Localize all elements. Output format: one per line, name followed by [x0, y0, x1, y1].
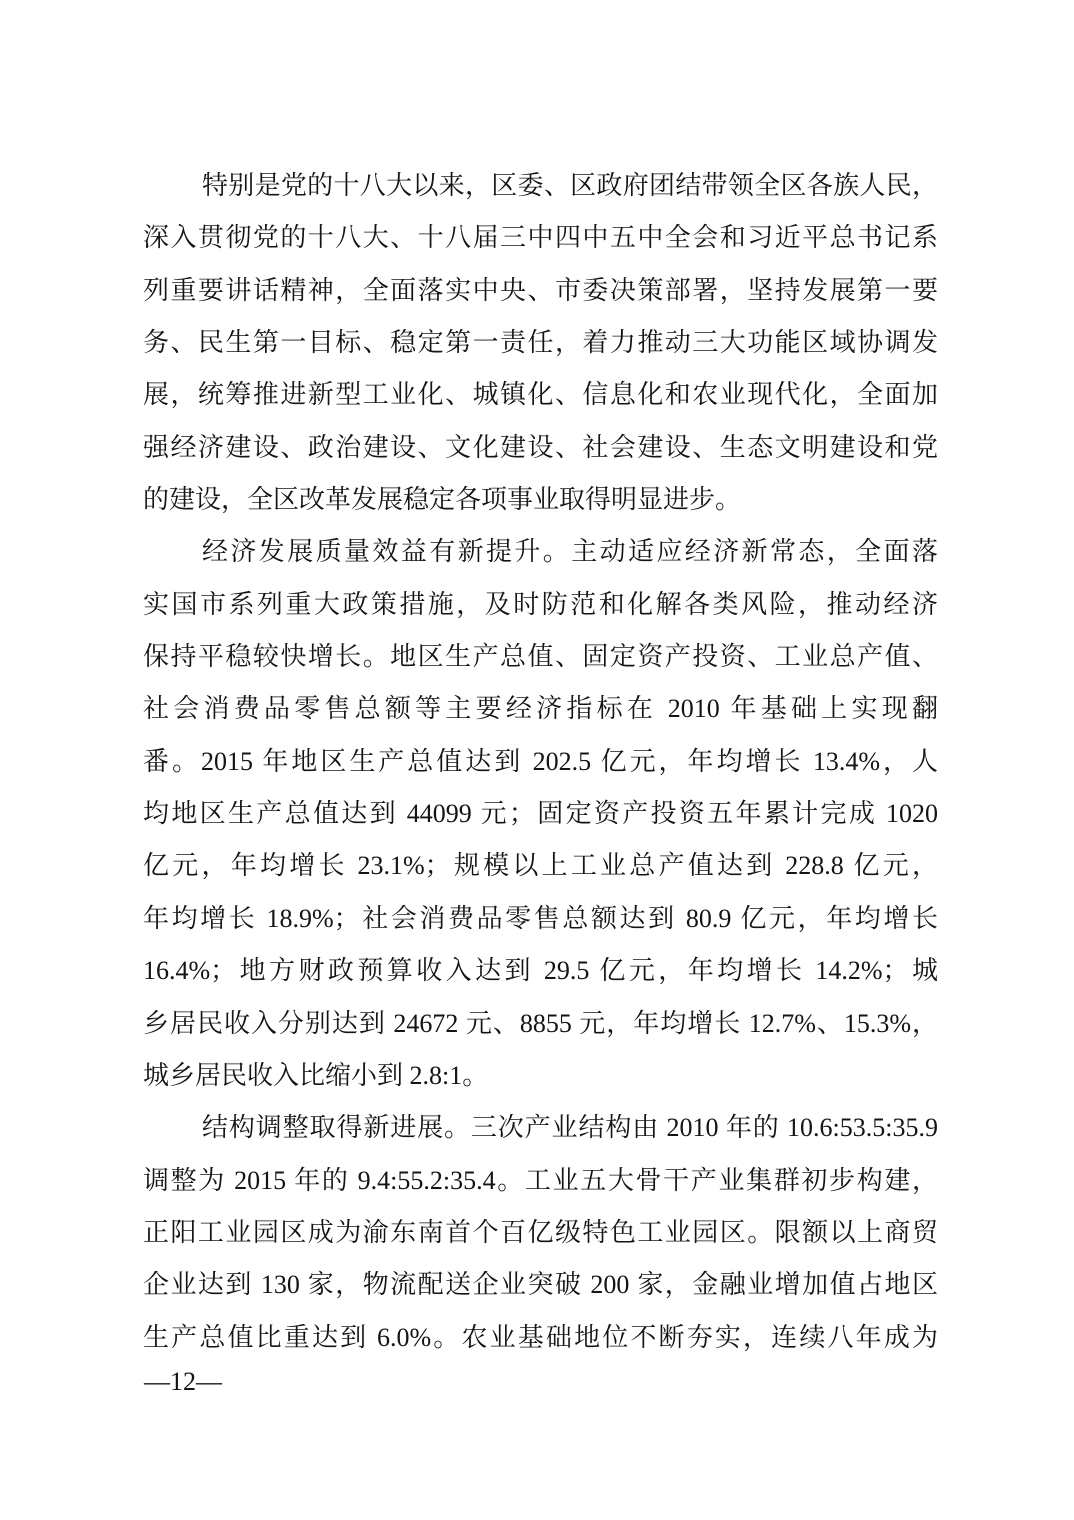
paragraph — [143, 526, 938, 1102]
text-line: 年均增长 18.9%；社会消费品零售总额达到 80.9 亿元，年均增长 — [143, 903, 938, 933]
page-number: —12— — [144, 1367, 222, 1396]
text-line: 均地区生产总值达到 44099 元；固定资产投资五年累计完成 1020 — [143, 799, 938, 829]
text-line: 社会消费品零售总额等主要经济指标在 2010 年基础上实现翻 — [143, 694, 938, 724]
text-line: 调整为 2015 年的 9.4:55.2:35.4。工业五大骨干产业集群初步构建， — [143, 1165, 938, 1195]
text-line: 强经济建设、政治建设、文化建设、社会建设、生态文明建设和党 — [143, 432, 938, 462]
paragraph — [143, 1102, 938, 1364]
text-line: 列重要讲话精神，全面落实中央、市委决策部署，坚持发展第一要 — [143, 275, 938, 305]
text-line: 特别是党的十八大以来，区委、区政府团结带领全区各族人民， — [202, 171, 938, 200]
text-line: 展，统筹推进新型工业化、城镇化、信息化和农业现代化，全面加 — [143, 380, 938, 410]
paragraph — [143, 160, 938, 526]
text-line: 保持平稳较快增长。地区生产总值、固定资产投资、工业总产值、 — [143, 642, 938, 672]
text-line: 务、民生第一目标、稳定第一责任，着力推动三大功能区域协调发 — [143, 328, 938, 358]
text-line: 结构调整取得新进展。三次产业结构由 2010 年的 10.6:53.5:35.9 — [202, 1113, 938, 1143]
text-line: 生产总值比重达到 6.0%。农业基础地位不断夯实，连续八年成为 — [143, 1322, 938, 1352]
text-line: 深入贯彻党的十八大、十八届三中四中五中全会和习近平总书记系 — [143, 223, 938, 253]
page-footer — [144, 1362, 222, 1402]
text-line: 正阳工业园区成为渝东南首个百亿级特色工业园区。限额以上商贸 — [143, 1217, 938, 1247]
text-line: 番。2015 年地区生产总值达到 202.5 亿元，年均增长 13.4%，人 — [143, 746, 938, 776]
text-line: 的建设，全区改革发展稳定各项事业取得明显进步。 — [143, 485, 742, 515]
text-line: 乡居民收入分别达到 24672 元、8855 元，年均增长 12.7%、15.3%， — [143, 1008, 938, 1038]
text-line: 城乡居民收入比缩小到 2.8:1。 — [143, 1060, 489, 1090]
text-line: 16.4%；地方财政预算收入达到 29.5 亿元，年均增长 14.2%；城 — [143, 956, 938, 986]
text-line: 亿元，年均增长 23.1%；规模以上工业总产值达到 228.8 亿元， — [143, 851, 938, 881]
text-line: 企业达到 130 家，物流配送企业突破 200 家，金融业增加值占地区 — [143, 1270, 938, 1300]
text-line: 实国市系列重大政策措施，及时防范和化解各类风险，推动经济 — [143, 589, 938, 619]
document-body — [143, 160, 938, 1364]
text-line: 经济发展质量效益有新提升。主动适应经济新常态，全面落 — [202, 537, 938, 567]
